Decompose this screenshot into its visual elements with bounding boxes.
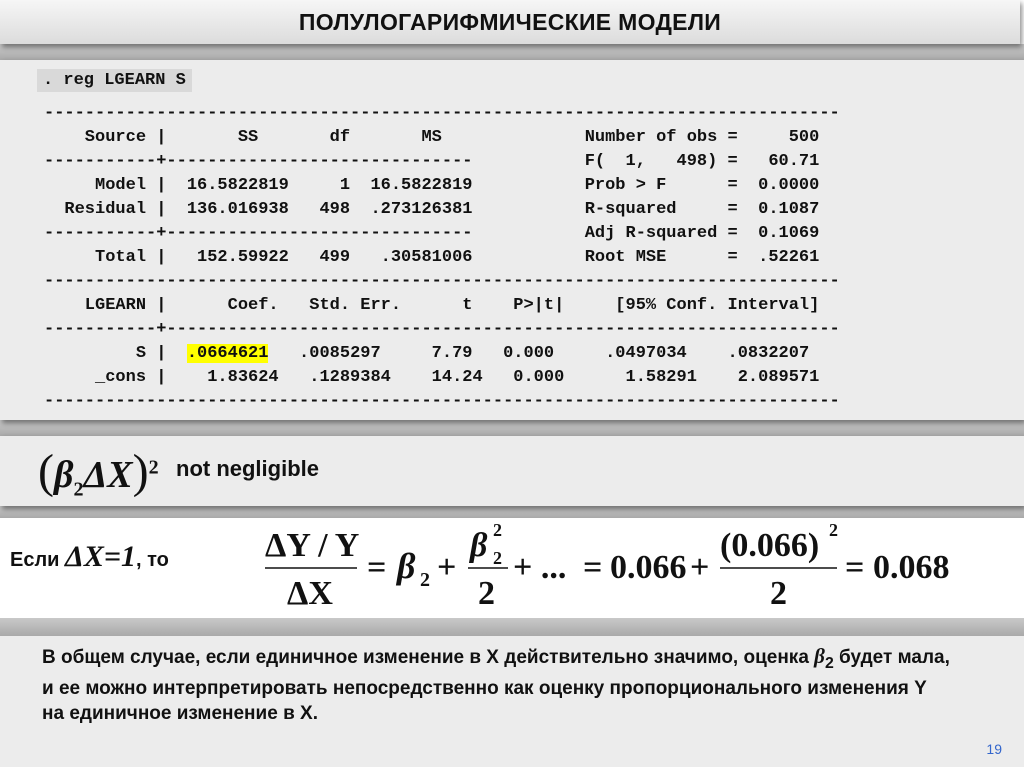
conclusion-text: [42, 644, 952, 726]
exponent: 2: [148, 456, 159, 479]
output-line: Model | 16.5822819 1 16.5822819 Prob > F = 0.0000: [44, 176, 820, 195]
condition-label: [10, 540, 169, 574]
output-line: ------------------------------------------------------------------------------: [44, 272, 840, 291]
slide-title: ПОЛУЛОГАРИФМИЧЕСКИЕ МОДЕЛИ: [298, 8, 722, 35]
frac2-denominator: 2: [770, 575, 787, 612]
frac2-sup: 2: [829, 520, 838, 540]
output-line: ------------------------------------------------------------------------------: [44, 104, 840, 123]
negligible-panel: [0, 436, 1024, 506]
beta-subscript: 2: [824, 654, 834, 672]
result-0068: 0.068: [873, 549, 950, 586]
section-divider-band: [0, 506, 1024, 518]
frac1-sub: 2: [493, 548, 502, 568]
output-line: -----------+------------------------------ F( 1, 498) = 60.71: [44, 152, 820, 171]
output-line: -----------+------------------------------------------------------------------: [44, 320, 840, 339]
beta-delta-x-squared: $(\beta_2\Delta X)^2$: [38, 445, 159, 501]
output-line: Residual | 136.016938 498 .273126381 R-squared = 0.1087: [44, 200, 820, 219]
beta-symbol: β: [814, 644, 825, 668]
conclusion-panel: [0, 636, 1024, 767]
plus-1: +: [437, 549, 457, 586]
frac1-beta: β: [470, 527, 488, 564]
lhs-numerator: ΔY / Y: [265, 527, 360, 564]
conclusion-part1: В общем случае, если единичное изменение в X действительно значимо, оценка: [42, 647, 815, 668]
regression-output-panel: [0, 60, 1024, 420]
section-divider-band: [0, 618, 1024, 636]
header-divider-band: [0, 44, 1024, 60]
equals-3: =: [845, 549, 865, 586]
then-word: , то: [135, 549, 169, 571]
condition-math: ΔX=1: [65, 540, 136, 573]
delta-x: ΔX: [83, 454, 133, 496]
output-line: Total | 152.59922 499 .30581006 Root MSE = .52261: [44, 248, 820, 267]
not-negligible-text: not negligible: [176, 456, 319, 481]
beta-subscript: 2: [73, 478, 84, 501]
title-bar: [0, 0, 1020, 44]
row-cons: _cons | 1.83624 .1289384 14.24 0.000 1.58291 2.089571: [44, 368, 820, 387]
row-s-label: S |: [44, 344, 187, 363]
regression-table: [44, 102, 840, 414]
beta-2-subscript: 2: [420, 569, 430, 591]
equals-1: =: [367, 549, 387, 586]
approximation-formula: [265, 518, 965, 618]
plus-2: +: [690, 549, 710, 586]
output-line: LGEARN | Coef. Std. Err. t P>|t| [95% Conf. Interval]: [44, 296, 820, 315]
row-s-values: .0085297 7.79 0.000 .0497034 .0832207: [268, 344, 810, 363]
frac2-numerator: (0.066): [720, 527, 820, 564]
frac1-denominator: 2: [478, 575, 495, 612]
stata-command: . reg LGEARN S: [37, 69, 192, 92]
equals-2: =: [583, 549, 603, 586]
output-line: ------------------------------------------------------------------------------: [44, 392, 840, 411]
formula-panel: [0, 518, 1024, 618]
lhs-denominator: ΔX: [287, 575, 333, 612]
output-line: Source | SS df MS Number of obs = 500: [44, 128, 820, 147]
page-number: 19: [986, 741, 1002, 757]
conclusion-part2: будет мала, и ее можно интерпретировать непосредственно как оценку пропорционального изменения Y на единичное изменение в X.: [42, 647, 950, 724]
value-0066: 0.066: [610, 549, 687, 586]
beta-2: β: [397, 546, 416, 586]
section-divider-band: [0, 420, 1024, 436]
plus-dots: + ...: [513, 549, 567, 586]
beta-symbol: β: [53, 454, 74, 496]
output-line: -----------+------------------------------ Adj R-squared = 0.1069: [44, 224, 820, 243]
if-word: Если: [10, 549, 66, 571]
highlighted-coefficient: .0664621: [186, 344, 269, 363]
frac1-sup: 2: [493, 520, 502, 540]
